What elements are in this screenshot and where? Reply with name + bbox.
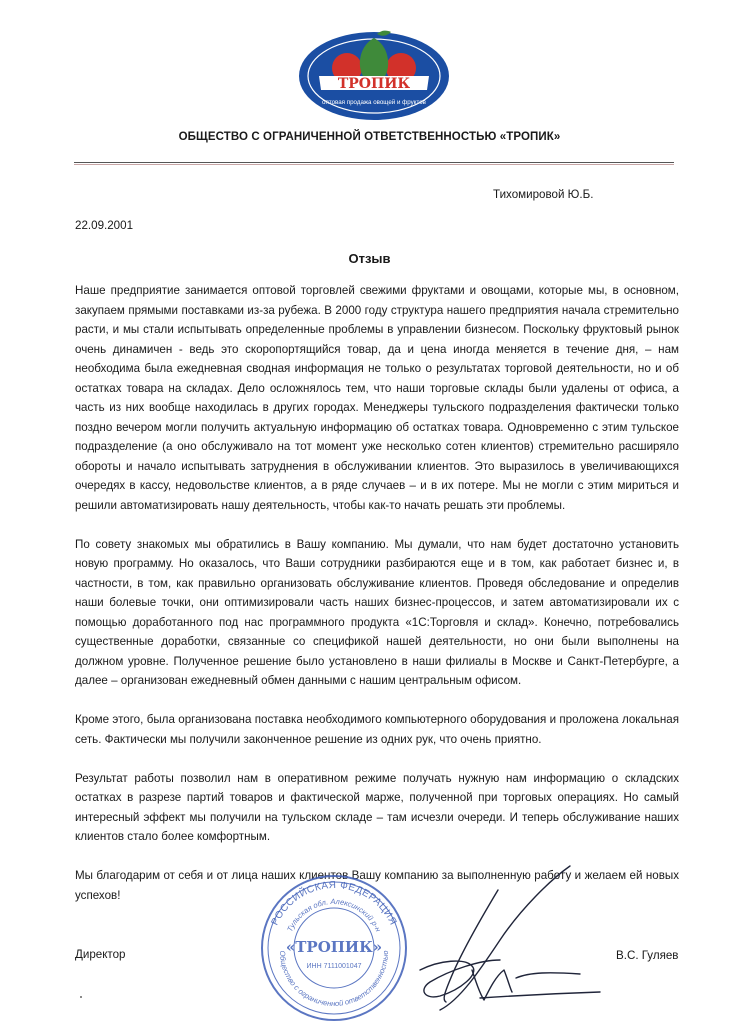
signer-name: В.С. Гуляев (616, 949, 679, 962)
paragraph: Наше предприятие занимается оптовой торговлей свежими фруктами и овощами, которые мы, в основном, закупаем прямыми поставками из-за рубежа. В 2000 году структура нашего предприятия начала стремительно расти, и мы стали испытывать определенные проблемы в управлении бизнесом. Поскольку фруктовый рынок очень динамичен - ведь это скоропортящийся товар, да и цена иногда меняется в течение дня, – нам необходима была ежедневная сводная информация не только о результатах торговой деятельности, но и об остатках товара на складах. Дело осложнялось тем, что наши торговые склады были удалены от офиса, а часть из них вообще находилась в других городах. Менеджеры тульского подразделения фактически только поздно вечером могли получить актуальную информацию об остатках товара. Одновременно с этим тульское подразделение (а оно обслуживало на тот момент уже несколько сотен клиентов) стремительно расширяло обороты и начало испытывать затруднения в обслуживании клиентов. Это выразилось в увеличивающихся очередях в кассу, недовольстве клиентов, а в ряде случаев – и в их потере. Мы не могли с этим мириться и решили автоматизировать нашу деятельность, чтобы как-то начать решать эти проблемы. (75, 284, 679, 512)
svg-text:РОССИЙСКАЯ ФЕДЕРАЦИЯ: РОССИЙСКАЯ ФЕДЕРАЦИЯ (269, 879, 399, 928)
tropik-logo (297, 26, 451, 122)
header-rule (74, 162, 674, 163)
handwritten-signature (380, 860, 630, 1020)
paragraph: Результат работы позволил нам в оперативном режиме получать нужную нам информацию о складских остатках в разрезе партий товаров и фактической марже, полученной при торговых операциях. Но самый интересный эффект мы получили на тульском складе – там исчезли очереди. И теперь обслуживание наших клиентов стало более комфортным. (75, 771, 679, 843)
paragraph: Кроме этого, была организована поставка необходимого компьютерного оборудования и проложена локальная сеть. Фактически мы получили законченное решение из одних рук, что очень приятно. (75, 713, 679, 746)
document-title: Отзыв (348, 251, 391, 266)
scan-speck (80, 996, 82, 998)
recipient: Тихомировой Ю.Б. (493, 188, 594, 201)
svg-text:Общество с ограниченной ответс: Общество с ограниченной ответственностью (277, 950, 391, 1009)
letter-body (75, 281, 679, 905)
svg-text:«ТРОПИК»: «ТРОПИК» (285, 938, 383, 956)
svg-text:Тульская обл. Алексинский р-н: Тульская обл. Алексинский р-н (285, 896, 383, 934)
header-rule-accent (74, 164, 674, 165)
company-name: ОБЩЕСТВО С ОГРАНИЧЕННОЙ ОТВЕТСТВЕННОСТЬЮ «ТРОПИК» (178, 131, 561, 143)
svg-text:ИНН 7111001047: ИНН 7111001047 (306, 963, 362, 970)
signer-role: Директор (75, 948, 126, 961)
paragraph: Мы благодарим от себя и от лица наших клиентов Вашу компанию за выполненную работу и желаем ей новых успехов! (75, 869, 679, 902)
svg-text:оптовая продажа овощей и фрукт: оптовая продажа овощей и фруктов (322, 99, 426, 106)
letter-date: 22.09.2001 (75, 219, 134, 232)
svg-text:ТРОПИК: ТРОПИК (337, 76, 411, 92)
paragraph: По совету знакомых мы обратились в Вашу компанию. Мы думали, что нам будет достаточно установить новую программу. Но оказалось, что Ваши сотрудники разбираются еще и в том, как работает бизнес и, в частности, в том, как правильно организовать обслуживание клиентов. Проведя обследование и определив наши болевые точки, они оптимизировали часть наших бизнес-процессов, и затем автоматизировали их с помощью доработанного под нас программного продукта «1С:Торговля и склад». Конечно, потребовались существенные доработки, связанные со спецификой нашей деятельности, но они были выполнены на должном уровне. Полученное решение было установлено в наши филиалы в Москве и Санкт-Петербурге, а далее – организован ежедневный обмен данными с нашим центральным офисом. (75, 537, 679, 687)
